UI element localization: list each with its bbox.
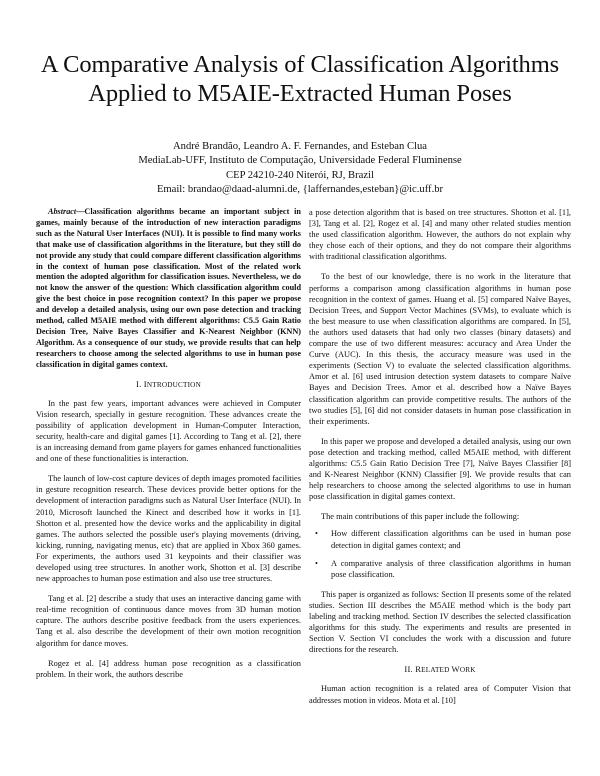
- section-title-initial: I: [143, 378, 147, 389]
- bullet-icon: •: [315, 529, 318, 539]
- left-column: [36, 207, 301, 689]
- section-heading-introduction: [36, 379, 301, 391]
- intro-paragraph-9: This paper is organized as follows: Section II presents some of the related studies. Section III describes the M5AIE method which is the body part labeling and tracking method. Section IV describes the selected classification algorithms for this study. The experiments and results are presented in Section V. Section VI concludes the work with a discussion and future directions for the research.: [309, 589, 571, 655]
- section-title-initial-2: W: [451, 664, 460, 675]
- section-title-initial: R: [415, 664, 422, 675]
- section-title-mid: ELATED: [421, 666, 452, 675]
- author-block: [60, 140, 540, 197]
- list-item-text: A comparative analysis of three classification algorithms in human pose classification.: [331, 558, 571, 579]
- author-affiliation: MediaLab-UFF, Instituto de Computação, Universidade Federal Fluminense: [138, 155, 462, 167]
- author-address: CEP 24210-240 Niterói, RJ, Brazil: [226, 169, 374, 181]
- title-line-1: A Comparative Analysis of Classification Algorithms: [40, 51, 560, 78]
- section-title-rest: NTRODUCTION: [146, 380, 201, 389]
- author-names: André Brandão, Leandro A. F. Fernandes, and Esteban Clua: [173, 141, 427, 152]
- contributions-list: [309, 528, 571, 579]
- section-numeral: I.: [136, 378, 142, 389]
- paper-title: [20, 50, 580, 108]
- author-email: Email: brandao@daad-alumni.de, {laffernandes,esteban}@ic.uff.br: [156, 183, 444, 195]
- list-item: [309, 558, 571, 580]
- intro-paragraph-5: a pose detection algorithm that is based on tree structures. Shotton et al. [1], [3], Tang et al. [2], Rogez et al. [4] and many other related studies mention the used classification algorithm. However, the authors do not explain why they chose each of their options, and they do not compare their algorithms with traditional classification algorithms.: [309, 208, 571, 262]
- intro-paragraph-2: The launch of low-cost capture devices of depth images promoted facilities in gesture recognition research. These devices provide better options for the development of interaction paradigms such as Natural User Interface (NUI). In 2010, Microsoft launched the Kinect and described how it works in [1]. Shotton et al. presented how the device works and the applicability in digital games. The authors selected the possible user's playing movements (driving, kicking, running, navigating menus, etc) that are applied in Xbox 360 games. For experiments, the authors used 31 keypoints and their classifier was developed using tree structures. In another work, Shotton et al. [3] describe new approaches to human pose estimation and also use tree structures.: [36, 474, 301, 584]
- intro-paragraph-8: The main contributions of this paper include the following:: [321, 512, 520, 522]
- section-title-rest: ORK: [459, 666, 476, 675]
- section-numeral: II.: [404, 664, 413, 675]
- intro-paragraph-6: To the best of our knowledge, there is no work in the literature that performs a comparison among classification algorithms in human pose recognition in the context of games. Huang et al. [5] compared Naïve Bayes, Decision Trees, and Support Vector Machines (SVMs), to evaluate which is the best measure to use when classification algorithms are compared. In [5], the authors used datasets that had only two classes (binary datasets) and compare the use of two different measures: accuracy and Area Under the Curve (AUC). In this thesis, the accuracy measure was used in the experiments (Section V) to evaluate the selected classification algorithms. Amor et al. [6] used intrusion detection system datasets to compare Naïve Bayes and Decision Trees. Amor et al. described how a Naïve Bayes classification algorithm can provide competitive results. The authors of the two studies [5], [6] did not consider datasets in human pose classification in their experiments.: [309, 272, 571, 426]
- list-item-text: How different classification algorithms can be used in human pose detection in digital games context; and: [331, 529, 571, 550]
- related-paragraph-1: Human action recognition is a related area of Computer Vision that addresses motion in videos. Mota et al. [10]: [309, 684, 571, 705]
- right-column: [309, 207, 571, 715]
- abstract-text: —Classification algorithms became an important subject in games, mainly because of the introduction of new interaction paradigms such as the Natural User Interfaces (NUI). It is possible to find many works that make use of classification algorithms in the literature, but they still do not provide any study that could compare different classification algorithms in the context of human pose classification. Most of the related work mention the adopted algorithm for classification issues. Nevertheless, we do not know the answer of the question: Which classification algorithm could give the best choice in pose recognition context? In this paper we propose and develop a detailed analysis, using our own pose detection and tracking method, called M5AIE method with different algorithms: C5.5 Gain Ratio Decision Tree, Naïve Bayes Classifier and K-Nearest Neighbor (KNN) Algorithm. As a consequence of our study, we provide results that can help researchers to choose among the selected algorithms to use in human pose classification in digital games context.: [36, 207, 301, 369]
- intro-paragraph-7: In this paper we propose and developed a detailed analysis, using our own pose detection and tracking method, called M5AIE method, with different algorithms: C5.5 Gain Ratio Decision Tree [7], Naïve Bayes Classifier [8] and K-Nearest Neighbor (KNN) Classifier [9]. We provide results that can help researchers to choose among the selected algorithms to use in human pose classification in digital games context.: [309, 436, 571, 502]
- abstract-lead: Abstract: [48, 207, 77, 216]
- intro-paragraph-3: Tang et al. [2] describe a study that uses an interactive dancing game with real-time recognition of continuous dance moves from 3D human motion capture. The authors describe positive feedback from the users experiences. Tang et al. also describe the development of their own motion recognition algorithm for dance moves.: [36, 594, 301, 648]
- abstract: [36, 207, 301, 371]
- intro-paragraph-1: In the past few years, important advances were achieved in Computer Vision research, specially in gesture recognition. These advances create the possibility of application development in Human-Computer Interaction, security, health-care and digital games [1]. According to Tang et al. [2], there is an increasing demand from game players for games enhanced functionalities and one of these functionalities is interaction.: [36, 398, 301, 464]
- intro-paragraph-4: Rogez et al. [4] address human pose recognition as a classification problem. In their work, the authors describe: [36, 658, 301, 679]
- bullet-icon: •: [315, 558, 318, 568]
- list-item: [309, 528, 571, 550]
- section-heading-related-work: [309, 664, 571, 676]
- title-line-2: Applied to M5AIE-Extracted Human Poses: [88, 80, 512, 107]
